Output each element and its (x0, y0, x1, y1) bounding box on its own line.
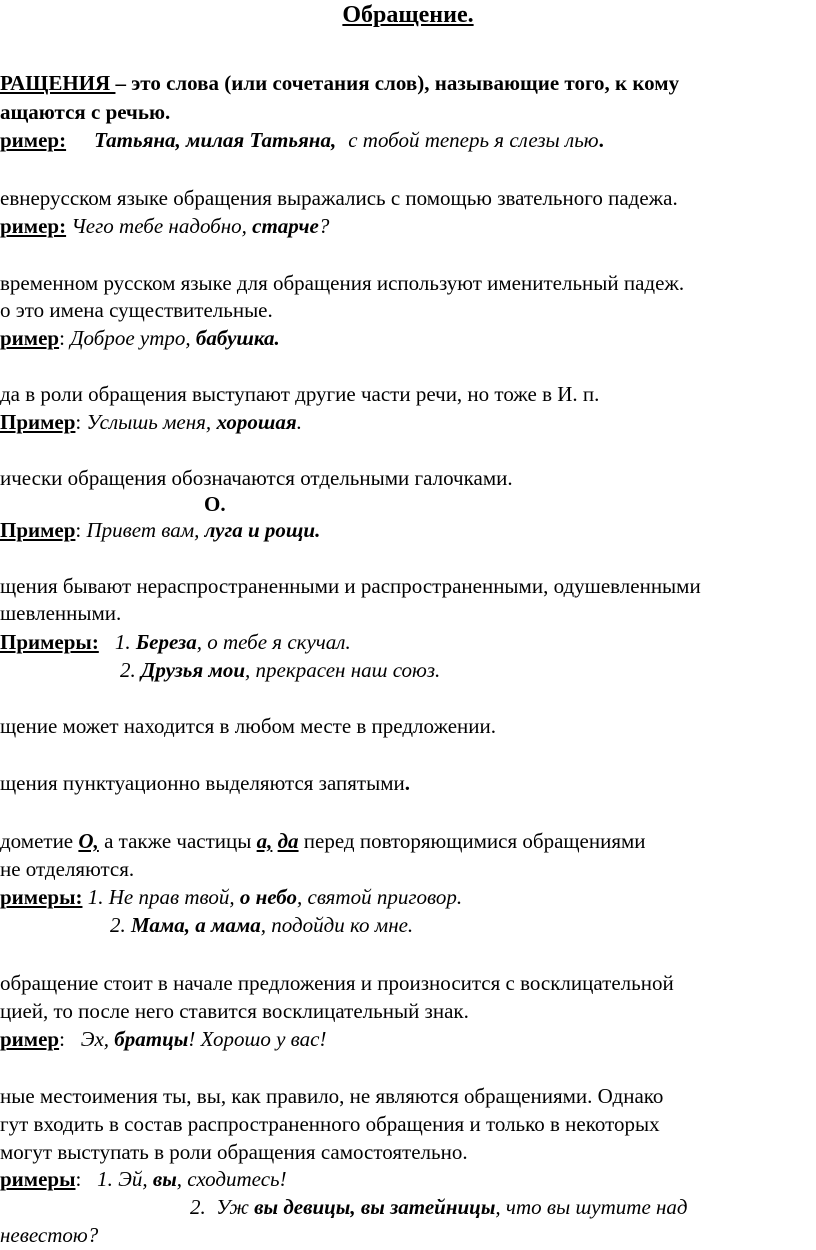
example-address: хорошая (216, 410, 297, 434)
paragraph-punctuation: щения пунктуационно выделяются запятыми. (0, 771, 410, 795)
example-label: Пример (0, 518, 76, 542)
example-text: 1. Не прав твой, (82, 885, 240, 909)
example-address: братцы (114, 1027, 189, 1051)
page-title: Обращение. (342, 2, 474, 28)
example-line-6b: 2. Друзья мои, прекрасен наш союз. (120, 658, 441, 682)
example-address: старче (252, 214, 319, 238)
definition-text: это слова (или сочетания слов), называющие того, к кому (131, 71, 680, 95)
example-line-3: ример: Доброе утро, бабушка. (0, 326, 280, 350)
example-label: Пример (0, 410, 76, 434)
example-text: Доброе утро, (70, 326, 196, 350)
paragraph-modern-russian: временном русском языке для обращения используют именительный падеж. (0, 271, 685, 295)
example-address: Мама, а мама (131, 913, 261, 937)
definition-dash: – (115, 71, 132, 95)
paragraph-exclamation-2: цией, то после него ставится восклицательный знак. (0, 999, 469, 1023)
definition-line-1 (0, 70, 679, 96)
paragraph-types-2: шевленными. (0, 601, 122, 625)
example-line-6a: Примеры: 1. Береза, о тебе я скучал. (0, 630, 351, 654)
example-address: луга и рощи. (204, 518, 321, 542)
example-address: бабушка. (195, 326, 280, 350)
paragraph-old-russian: евнерусском языке обращения выражались с помощью звательного падежа. (0, 186, 678, 210)
example-line-11a: римеры: 1. Эй, вы, сходитесь! (0, 1167, 287, 1191)
example-text: , подойди ко мне. (260, 913, 414, 937)
example-line-9a: римеры: 1. Не прав твой, о небо, святой приговор. (0, 885, 463, 909)
example-label: ример (0, 1027, 60, 1051)
paragraph-types: щения бывают нераспространенными и распространенными, одушевленными (0, 574, 701, 598)
paragraph-interjection: дометие О, а также частицы а, да перед повторяющимися обращениями (0, 829, 646, 853)
example-address: о небо (239, 885, 297, 909)
example-label: римеры: (0, 885, 83, 909)
paragraph-pronouns-2: гут входить в состав распространенного обращения и только в некоторых (0, 1112, 660, 1136)
paragraph-graphic-marks: ически обращения обозначаются отдельными галочками. (0, 466, 513, 490)
example-label: ример: (0, 214, 67, 238)
example-text: , о тебе я скучал. (196, 630, 351, 654)
example-line-11b: 2. Уж вы девицы, вы затейницы, что вы шутите над (190, 1195, 688, 1219)
example-label: ример: (0, 128, 67, 152)
example-text: Привет вам, (86, 518, 205, 542)
example-label: Примеры: (0, 630, 99, 654)
paragraph-modern-russian-2: о это имена существительные. (0, 298, 273, 322)
example-address: Татьяна, милая Татьяна, (94, 128, 337, 152)
paragraph-exclamation: обращение стоит в начале предложения и произносится с восклицательной (0, 971, 674, 995)
example-line-4: Пример: Услышь меня, хорошая. (0, 410, 302, 434)
example-text: 1. Эй, (97, 1167, 153, 1191)
paragraph-pronouns-3: могут выступать в роли обращения самостоятельно. (0, 1140, 468, 1164)
example-text: , что вы шутите над (495, 1195, 688, 1219)
example-line-1: ример: Татьяна, милая Татьяна, с тобой теперь я слезы лью. (0, 128, 604, 152)
term-obrashcheniya: РАЩЕНИЯ (0, 71, 116, 95)
example-label: римеры (0, 1167, 76, 1191)
address-mark: О. (204, 492, 226, 516)
example-text: Услышь меня, (86, 410, 217, 434)
example-address: Друзья мои (141, 658, 246, 682)
example-address: вы (152, 1167, 177, 1191)
paragraph-pronouns: ные местоимения ты, вы, как правило, не являются обращениями. Однако (0, 1084, 664, 1108)
example-text: , прекрасен наш союз. (245, 658, 441, 682)
example-text: Чего тебе надобно, (66, 214, 253, 238)
interjection-o: О, (78, 829, 99, 853)
particle-a: а, (256, 829, 273, 853)
paragraph-position: щение может находится в любом месте в предложении. (0, 714, 496, 738)
example-line-2: ример: Чего тебе надобно, старче? (0, 214, 330, 238)
example-address: Береза (135, 630, 197, 654)
paragraph-interjection-2: не отделяются. (0, 857, 135, 881)
example-address: вы девицы, вы затейницы (254, 1195, 496, 1219)
paragraph-other-parts: да в роли обращения выступают другие части речи, но тоже в И. п. (0, 382, 600, 406)
example-label: ример (0, 326, 60, 350)
example-line-5: Пример: Привет вам, луга и рощи. (0, 518, 321, 542)
example-line-9b: 2. Мама, а мама, подойди ко мне. (110, 913, 414, 937)
particle-da: да (277, 829, 299, 853)
example-line-11c: невестою? (0, 1223, 99, 1247)
example-text: Эх, (80, 1027, 115, 1051)
definition-line-2: ащаются с речью. (0, 100, 171, 124)
example-text: с тобой теперь я слезы лью (348, 128, 599, 152)
example-line-10: ример: Эх, братцы! Хорошо у вас! (0, 1027, 327, 1051)
